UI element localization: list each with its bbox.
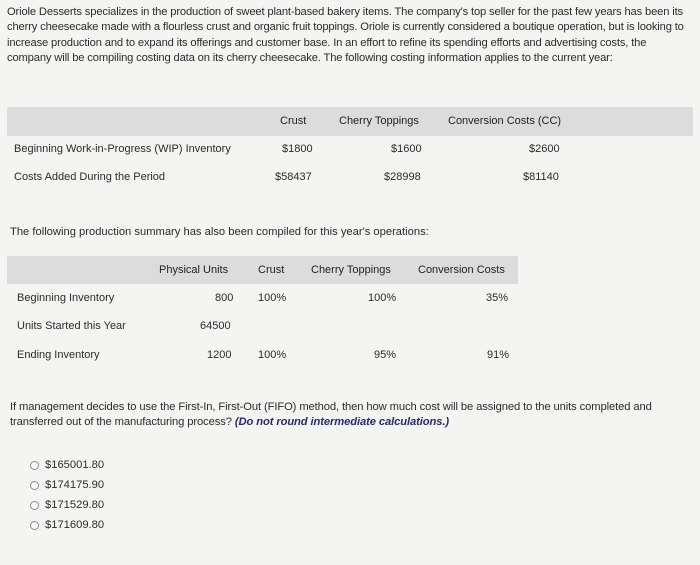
prod-row-label: Ending Inventory <box>17 349 100 361</box>
radio-button[interactable] <box>30 521 39 530</box>
prod-cell-crust: 100% <box>258 349 287 361</box>
cost-cell-cc: $81140 <box>523 171 559 183</box>
cost-cell-cherry: $1600 <box>391 143 422 155</box>
answer-option-label: $165001.80 <box>45 459 105 471</box>
prod-cell-units: 64500 <box>200 320 231 332</box>
cost-cell-cc: $2600 <box>529 143 560 155</box>
prod-header-physical-units: Physical Units <box>159 264 229 276</box>
cost-cell-crust: $1800 <box>282 143 313 155</box>
cost-header-cherry-toppings: Cherry Toppings <box>339 115 419 127</box>
prod-row-label: Beginning Inventory <box>17 292 115 304</box>
prod-header-crust: Crust <box>258 264 285 276</box>
prod-cell-crust: 100% <box>258 292 287 304</box>
prod-header-cherry-toppings: Cherry Toppings <box>311 264 391 276</box>
prod-row-label: Units Started this Year <box>17 320 126 332</box>
production-summary-intro: The following production summary has also been compiled for this year's operations: <box>10 226 429 238</box>
question-text: If management decides to use the First-In, First-Out (FIFO) method, then how much cost will be assigned to the units completed and transferred out of the manufacturing process? <box>10 401 652 428</box>
prod-cell-cc: 91% <box>487 349 510 361</box>
cost-cell-cherry: $28998 <box>384 171 421 183</box>
cost-row-label: Beginning Work-in-Progress (WIP) Inventory <box>14 143 231 155</box>
answer-option-label: $174175.90 <box>45 479 105 491</box>
radio-button[interactable] <box>30 481 39 490</box>
answer-option-1[interactable] <box>30 457 104 473</box>
prod-cell-cherry: 100% <box>368 292 397 304</box>
radio-button[interactable] <box>30 461 39 470</box>
question-note: (Do not round intermediate calculations.) <box>234 416 449 428</box>
prod-header-conversion-costs: Conversion Costs <box>418 264 505 276</box>
cost-row-label: Costs Added During the Period <box>14 171 166 183</box>
cost-header-crust: Crust <box>280 115 307 127</box>
answer-option-4[interactable] <box>30 517 104 533</box>
answer-option-3[interactable] <box>30 497 104 513</box>
answer-option-2[interactable] <box>30 477 104 493</box>
prod-cell-cherry: 95% <box>374 349 397 361</box>
question-prompt <box>10 400 690 430</box>
radio-button[interactable] <box>30 501 39 510</box>
prod-cell-units: 800 <box>215 292 234 304</box>
prod-cell-units: 1200 <box>207 349 232 361</box>
problem-intro: Oriole Desserts specializes in the production of sweet plant-based bakery items. The company's top seller for the past few years has been its cherry cheesecake made with a flourless crust and organic fruit toppings. Oriole is currently considered a boutique operation, but is looking to increase production and to expand its offerings and customer base. In an effort to refine its spending efforts and advertising costs, the company will be compiling costing data on its cherry cheesecake. The following costing information applies to the current year: <box>7 6 684 64</box>
cost-cell-crust: $58437 <box>275 171 312 183</box>
cost-header-conversion-costs: Conversion Costs (CC) <box>448 115 562 127</box>
prod-cell-cc: 35% <box>486 292 509 304</box>
answer-option-label: $171529.80 <box>45 499 105 511</box>
answer-option-label: $171609.80 <box>45 519 105 531</box>
